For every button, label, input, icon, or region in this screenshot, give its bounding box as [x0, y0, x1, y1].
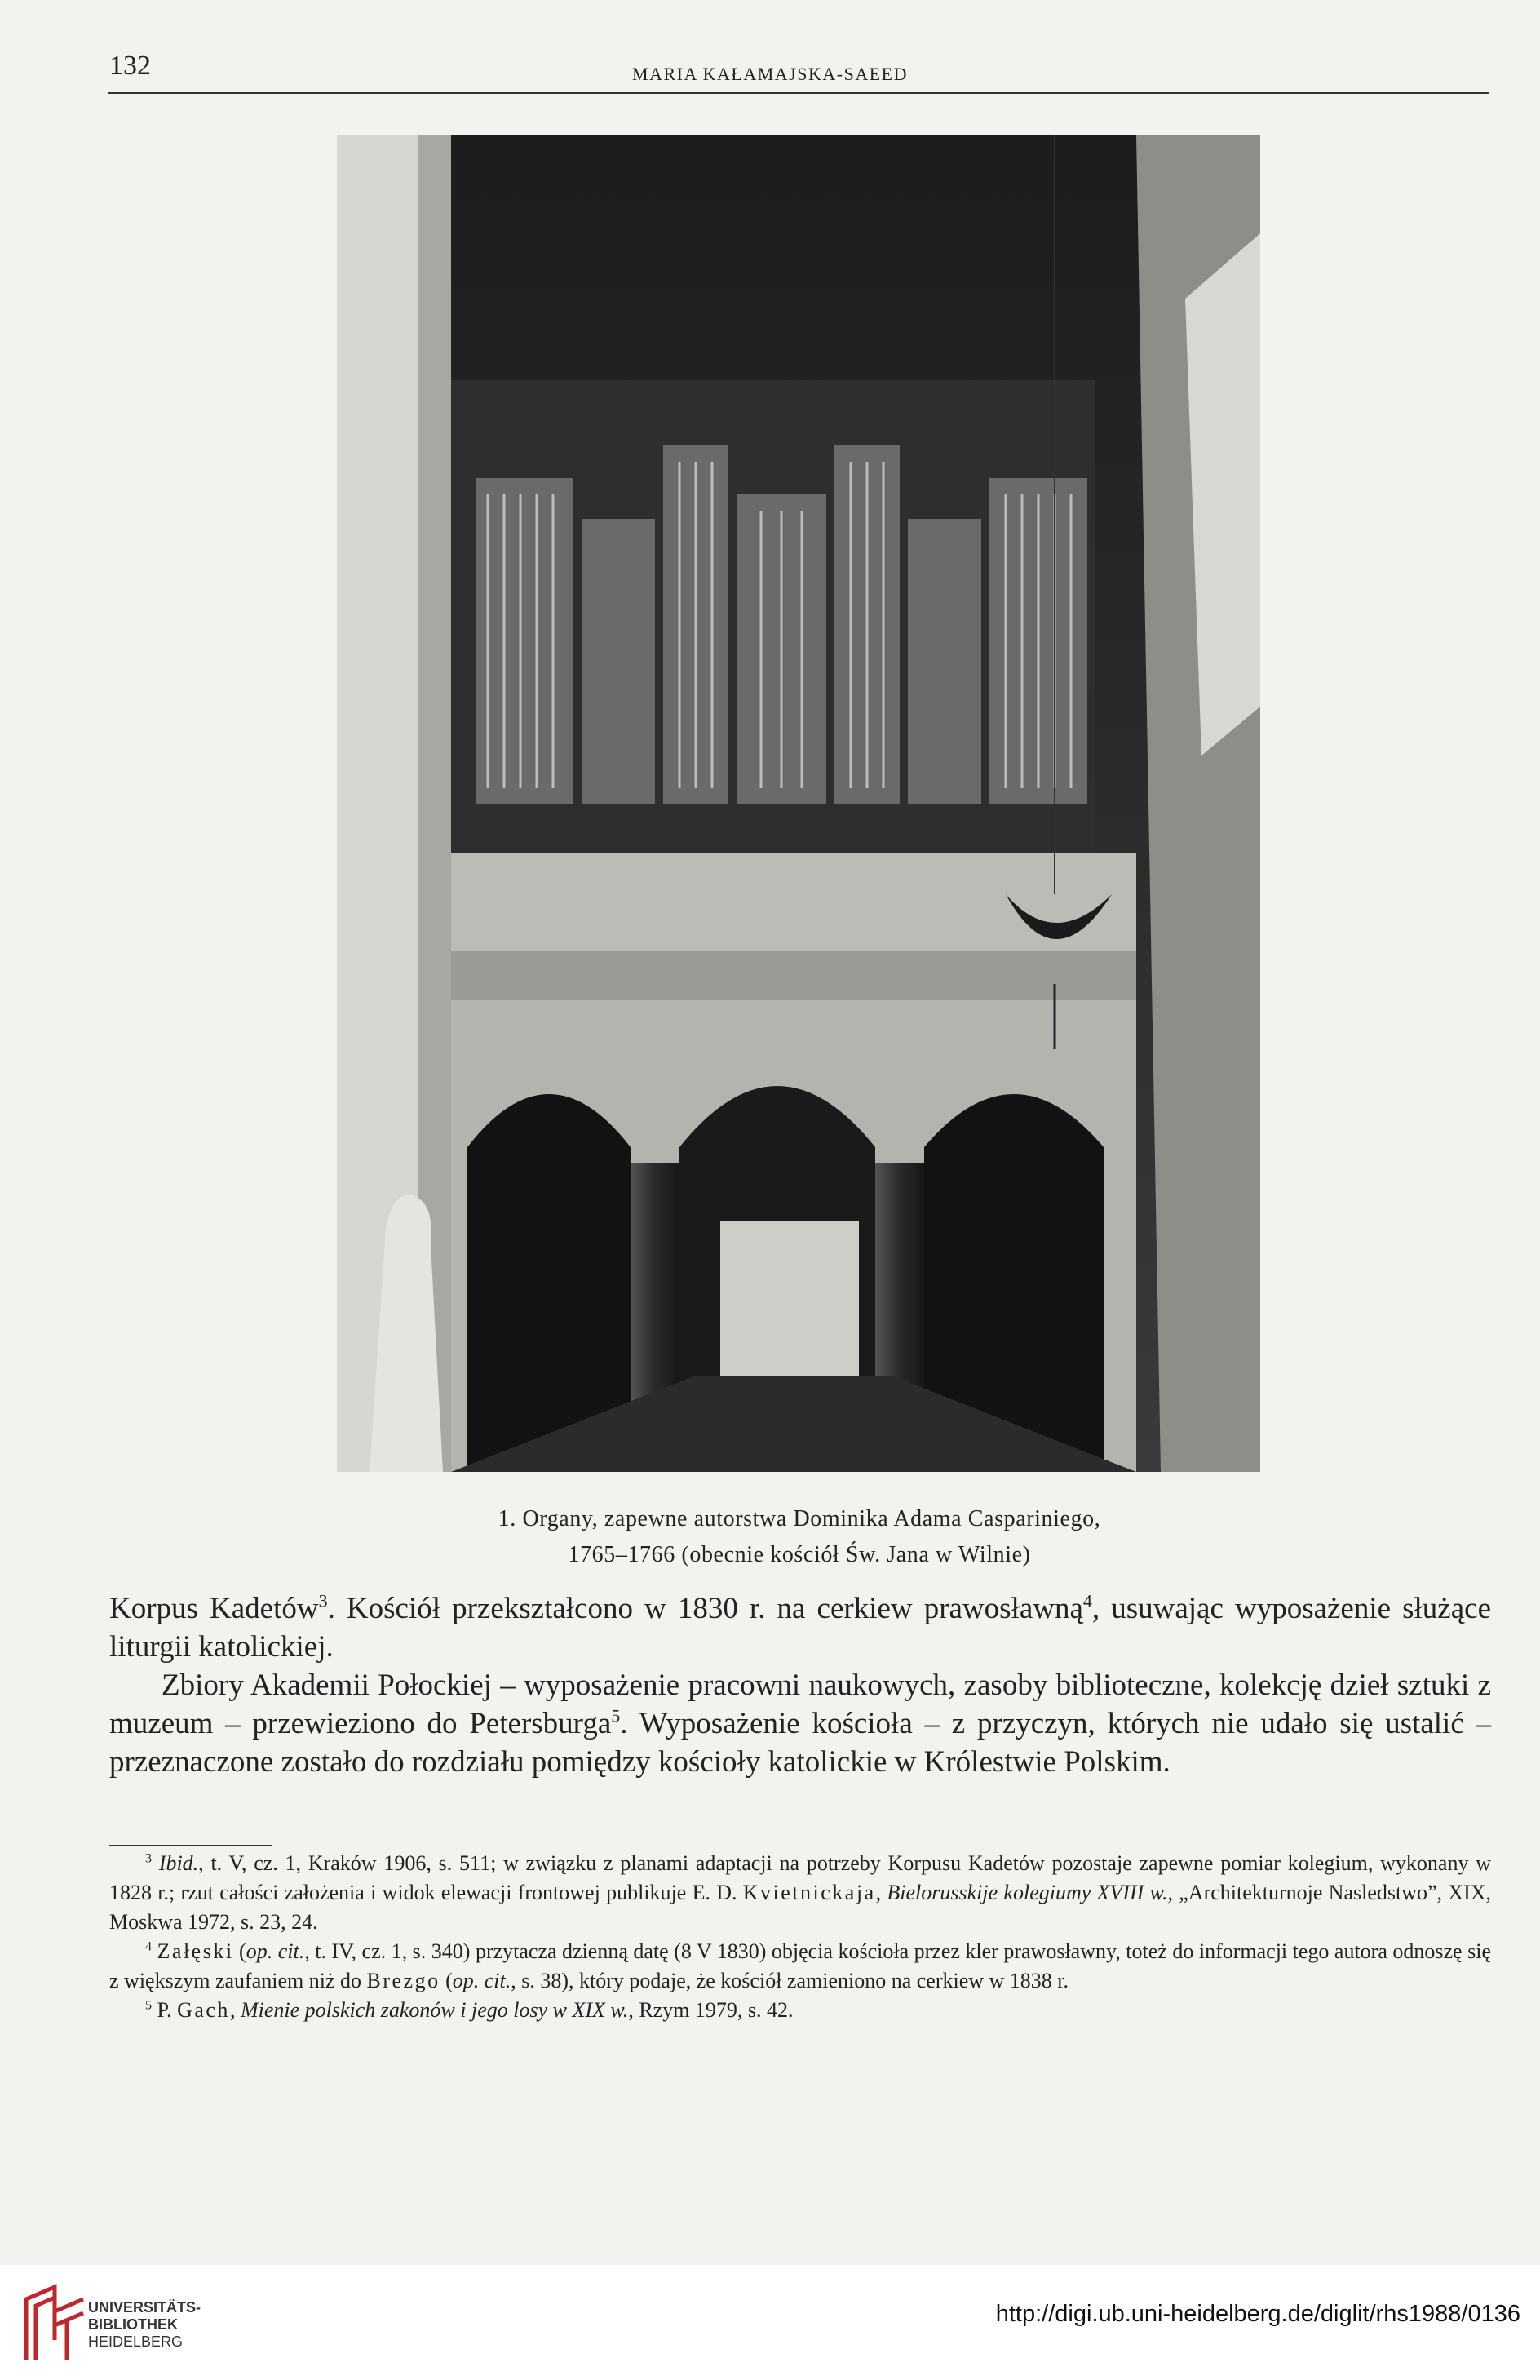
footnote-5	[109, 1996, 1491, 2025]
footnote-4-text-4: , s. 38), który podaje, że kościół zamieniono na cerkiew w 1838 r.	[511, 1969, 1069, 1992]
footnote-rule	[109, 1845, 272, 1846]
caption-line-2: 1765–1766 (obecnie kościół Św. Jana w Wilnie)	[568, 1542, 1031, 1567]
footnote-5-text-3: , Rzym 1979, s. 42.	[628, 1998, 794, 2022]
body-text	[109, 1589, 1491, 1781]
paragraph-2	[109, 1666, 1491, 1781]
footnote-3	[109, 1849, 1491, 1937]
caption-line-1: 1. Organy, zapewne autorstwa Dominika Adama Caspariniego,	[498, 1506, 1101, 1531]
footnote-4-text-2: , t. IV, cz. 1, s. 340) przytacza dzienną datę (8 V 1830) objęcia kościoła przez kler prawosławny, toteż do informacji tego autora odnoszę się z większym zaufaniem niż do	[109, 1939, 1491, 1992]
footnote-5-text-1: P.	[157, 1998, 178, 2022]
footnote-ref-3: 3	[318, 1590, 328, 1611]
footnote-4-text-1: (	[233, 1939, 246, 1963]
footnote-5-author: Gach	[177, 1998, 230, 2022]
figure-caption	[245, 1501, 1354, 1573]
running-head: MARIA KAŁAMAJSKA-SAEED	[632, 64, 908, 84]
footnote-5-number: 5	[145, 1998, 152, 2013]
footnote-4-author: Załęski	[157, 1939, 234, 1963]
footnote-4-opcit-2: op. cit.	[452, 1969, 511, 1992]
footnote-ref-4: 4	[1082, 1590, 1092, 1611]
library-name-line-2: BIBLIOTHEK	[88, 2316, 178, 2333]
source-url-link[interactable]: http://digi.ub.uni-heidelberg.de/diglit/rhs1988/0136	[995, 2301, 1520, 2327]
paragraph-1-text-a: Korpus Kadetów	[109, 1592, 319, 1625]
library-name	[88, 2299, 201, 2351]
page-number: 132	[109, 51, 151, 81]
paragraph-1	[109, 1589, 1491, 1666]
footnote-3-text-3: , „Architekturnoje Nasledstwo”, XIX, Moskwa 1972, s. 23, 24.	[109, 1881, 1492, 1934]
footnote-3-text-2: ,	[875, 1881, 887, 1904]
library-logo-icon	[18, 2283, 90, 2364]
footnote-3-ibid: Ibid.	[158, 1851, 199, 1875]
footnote-5-text-2: ,	[229, 1998, 241, 2022]
footnote-3-text-1: , t. V, cz. 1, Kraków 1906, s. 511; w związku z planami adaptacji na potrzeby Korpusu Kadetów pozostaje zapewne pomiar kolegium, wykonany w 1828 r.; rzut całości założenia i widok elewacji frontowej publikuje E. D.	[109, 1851, 1491, 1904]
paragraph-2-text-a: Zbiory Akademii Połockiej – wyposażenie pracowni naukowych, zasoby biblioteczne, kolekcję dzieł sztuki z muzeum – przewieziono do Petersburga	[109, 1669, 1491, 1740]
digitization-footer	[0, 2265, 1540, 2380]
paragraph-1-text-c: , usuwając wyposażenie służące liturgii katolickiej.	[109, 1592, 1492, 1664]
footnote-4-text-3: (	[440, 1969, 453, 1992]
library-name-line-1: UNIVERSITÄTS-	[88, 2299, 201, 2316]
footnote-4-number: 4	[145, 1939, 152, 1954]
library-name-line-3: HEIDELBERG	[88, 2333, 184, 2350]
header-rule	[108, 92, 1489, 94]
paragraph-2-text-b: . Wyposażenie kościoła – z przyczyn, których nie udało się ustalić – przeznaczone zostało do rozdziału pomiędzy kościoły katolickie w Królestwie Polskim.	[109, 1707, 1492, 1779]
footnote-3-author: Kvietnickaja	[742, 1881, 876, 1904]
footnote-4	[109, 1937, 1491, 1996]
footnote-5-title: Mienie polskich zakonów i jego losy w XIX w.	[240, 1998, 629, 2022]
footnote-4-opcit-1: op. cit.	[246, 1939, 305, 1963]
paragraph-1-text-b: . Kościół przekształcono w 1830 r. na cerkiew prawosławną	[327, 1592, 1083, 1625]
footnotes	[109, 1849, 1491, 2025]
footnote-ref-5: 5	[611, 1705, 621, 1726]
organ-photograph	[337, 135, 1260, 1472]
footnote-4-author-2: Brezgo	[366, 1969, 440, 1992]
footnote-3-number: 3	[145, 1851, 152, 1866]
footnote-3-title: Bielorusskije kolegiumy XVIII w.	[887, 1881, 1168, 1904]
organ-photo-drawing	[337, 135, 1260, 1472]
